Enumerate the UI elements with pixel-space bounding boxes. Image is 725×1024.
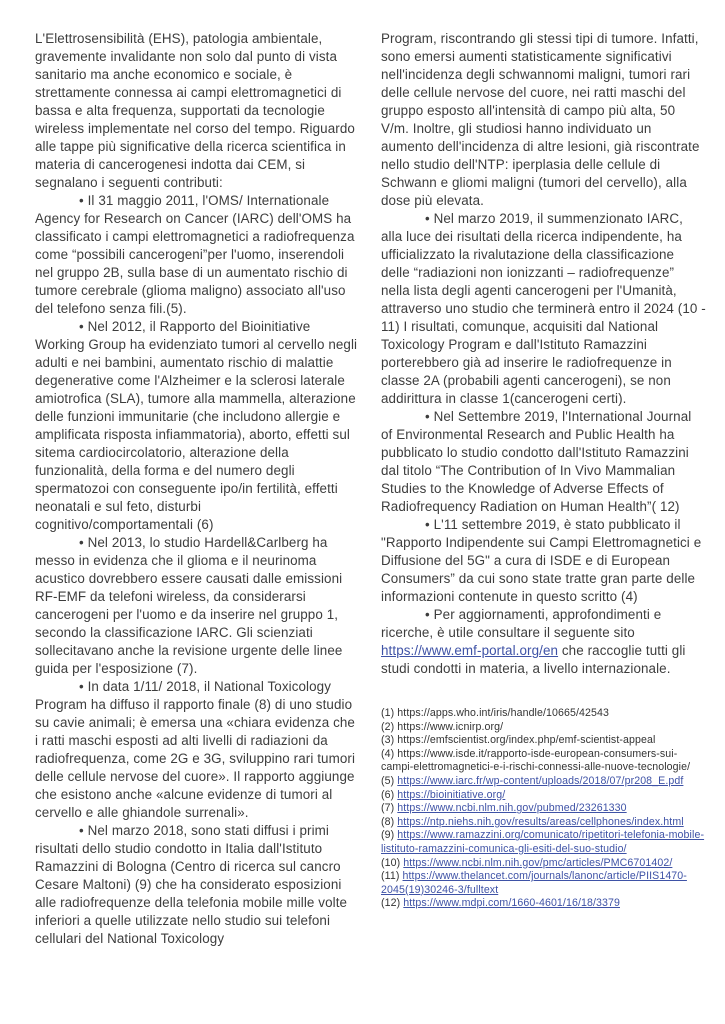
reference-link[interactable]: https://www.iarc.fr/wp-content/uploads/2018/07/pr208_E.pdf [397, 774, 684, 787]
intro-paragraph: L'Elettrosensibilità (EHS), patologia ambientale, gravemente invalidante non solo dal punto di vista sanitario ma anche economico e sociale, è strettamente connessa ai campi elettromagnetici di bassa e alta frequenza, supportati da tecnologie wireless implementate nel corso del tempo. Riguardo alle tappe più significative della ricerca scientifica in materia di cancerogenesi indotta dai CEM, si segnalano i seguenti contributi: [35, 31, 355, 190]
reference-item: (8) https://ntp.niehs.nih.gov/results/areas/cellphones/index.html [381, 815, 684, 828]
link-paragraph-before: Per aggiornamenti, approfondimenti e ricerche, è utile consultare il seguente sito [381, 607, 662, 640]
reference-item: (4) https://www.isde.it/rapporto-isde-european-consumers-sui-campi-elettromagnetici-e-i-rischi-connessi-alle-nuove-tecnologie/ [381, 747, 691, 774]
reference-link[interactable]: https://www.ncbi.nlm.nih.gov/pubmed/23261330 [397, 802, 627, 815]
reference-link[interactable]: https://www.ncbi.nlm.nih.gov/pmc/articles/PMC6701402/ [403, 856, 673, 869]
emf-portal-link[interactable]: https://www.emf-portal.org/en [381, 643, 559, 658]
bullet-paragraph-hardell-2013: • Nel 2013, lo studio Hardell&Carlberg ha messo in evidenza che il glioma e il neurinoma acustico dovrebbero essere causati dalle emissioni RF-EMF da telefoni wireless, da considerarsi cancerogeni per l'uomo e da inserire nel gruppo 1, secondo la classificazione IARC. Gli scienziati sollecitavano anche la revisione urgente delle linee guida per l'esposizione (7). [35, 534, 360, 678]
bullet-paragraph-iarc-2019: • Nel marzo 2019, il summenzionato IARC, alla luce dei risultati della ricerca indipendente, ha ufficializzato la rivalutazione della classificazione delle “radiazioni non ionizzanti – radiofrequenze” nella lista degli agenti cancerogeni per l'Umanità, attraverso uno studio che terminerà entro il 2024 (10 - 11) I risultati, comunque, acquisiti dal National Toxicology Program e dall'Istituto Ramazzini porterebbero già ad inserire le radiofrequenze in classe 2A (probabili agenti cancerogeni), se non addirittura in classe 1(cancerogeni certi). [381, 210, 706, 408]
reference-url: https://www.isde.it/rapporto-isde-european-consumers-sui-campi-elettromagnetici-e-i-rischi-connessi-alle-nuove-tecnologie/ [381, 747, 691, 774]
reference-url: https://apps.who.int/iris/handle/10665/42543 [397, 707, 610, 719]
bullet-paragraph-iarc-2011: • Il 31 maggio 2011, l'OMS/ Internationale Agency for Research on Cancer (IARC) dell'OMS ha classificato i campi elettromagnetici a radiofrequenza come “possibili cancerogeni”per l'uomo, inserendoli nel gruppo 2B, sulla base di un aumentato rischio di tumore cerebrale (glioma maligno) associato all'uso del telefono senza fili.(5). [35, 192, 360, 318]
reference-link[interactable]: https://www.thelancet.com/journals/lanonc/article/PIIS1470-2045(19)30246-3/fulltext [381, 870, 687, 896]
bullet-paragraph-bioinitiative-2012: • Nel 2012, il Rapporto del Bioinitiative Working Group ha evidenziato tumori al cervello negli adulti e nei bambini, aumentato rischio di malattie degenerative come l'Alzheimer e la sclerosi laterale amiotrofica (SLA), tumore alla mammella, alterazione delle funzioni immunitarie (che includono allergie e amplificata risposta infiammatoria), aborto, effetti sul sitema cardiocircolatorio, alterazione della funzionalità, della forma e del numero degli spermatozoi con conseguente ipo/in fertilità, effetti neonatali e sul feto, disturbi cognitivo/comportamentali (6) [35, 318, 360, 534]
bullet-paragraph-ramazzini-2018: • Nel marzo 2018, sono stati diffusi i primi risultati dello studio condotto in Italia dall'Istituto Ramazzini di Bologna (Centro di ricerca sul cancro Cesare Maltoni) (9) che ha considerato esposizioni alle radiofrequenze della telefonia mobile mille volte inferiori a quelle utilizzate nello studio sui telefoni cellulari del National Toxicology [35, 822, 360, 948]
bullet-paragraph-ijerph-2019: • Nel Settembre 2019, l'International Journal of Environmental Research and Public Health ha pubblicato lo studio condotto dall'Istituto Ramazzini dal titolo “The Contribution of In Vivo Mammalian Studies to the Knowledge of Adverse Effects of Radiofrequency Radiation on Human Health”( 12) [381, 408, 706, 516]
reference-item: (3) https://emfscientist.org/index.php/emf-scientist-appeal [381, 734, 656, 747]
references-list [381, 707, 706, 911]
reference-link[interactable]: https://www.mdpi.com/1660-4601/16/18/3379 [403, 897, 620, 910]
reference-item: (5) https://www.iarc.fr/wp-content/uploads/2018/07/pr208_E.pdf [381, 774, 684, 787]
reference-link[interactable]: https://www.ramazzini.org/comunicato/ripetitori-telefonia-mobile-listituto-ramazzini-comunica-gli-esiti-del-suo-studio/ [381, 829, 705, 855]
continuation-paragraph: Program, riscontrando gli stessi tipi di tumore. Infatti, sono emersi aumenti statisticamente significativi nell'incidenza degli schwannomi maligni, tumori rari delle cellule nervose del cuore, nei ratti maschi del gruppo esposto all'intensità di campo più alta, 50 V/m. Inoltre, gli studiosi hanno individuato un aumento dell'incidenza di altre lesioni, già riscontrate nello studio dell'NTP: iperplasia delle cellule di Schwann e gliomi maligni (tumori del cervello), alla dose più elevata. [381, 31, 700, 208]
reference-link[interactable]: https://bioinitiative.org/ [397, 788, 506, 801]
reference-item: (11) https://www.thelancet.com/journals/lanonc/article/PIIS1470-2045(19)30246-3/fulltext [381, 870, 687, 896]
reference-url: https://emfscientist.org/index.php/emf-scientist-appeal [397, 734, 656, 747]
reference-item: (9) https://www.ramazzini.org/comunicato/ripetitori-telefonia-mobile-listituto-ramazzini-comunica-gli-esiti-del-suo-studio/ [381, 829, 705, 855]
left-column [35, 30, 360, 948]
reference-item: (6) https://bioinitiative.org/ [381, 788, 506, 801]
reference-item: (2) https://www.icnirp.org/ [381, 720, 504, 733]
bullet-paragraph-ntp-2018: • In data 1/11/ 2018, il National Toxicology Program ha diffuso il rapporto finale (8) di uno studio su cavie animali; è emersa una «chiara evidenza che i ratti maschi esposti ad alti livelli di radiazioni da radiofrequenza, come 2G e 3G, sviluppino rari tumori delle cellule nervose del cuore». Il rapporto aggiunge che esistono anche «alcune evidenze di tumori al cervello e alle ghiandole surrenali». [35, 678, 360, 822]
right-column [381, 30, 706, 948]
bullet-paragraph-emf-portal [381, 606, 706, 678]
reference-url: https://www.icnirp.org/ [397, 720, 504, 733]
bullet-paragraph-rapporto-5g: • L'11 settembre 2019, è stato pubblicato il "Rapporto Indipendente sui Campi Elettromagnetici e Diffusione del 5G" a cura di ISDE e di European Consumers” da cui sono state tratte gran parte delle informazioni contenute in questo scritto (4) [381, 516, 706, 606]
two-column-layout [35, 30, 705, 948]
reference-item: (1) https://apps.who.int/iris/handle/10665/42543 [381, 707, 610, 719]
reference-item: (7) https://www.ncbi.nlm.nih.gov/pubmed/23261330 [381, 802, 627, 815]
link-paragraph-after: che raccoglie tutti gli studi condotti in materia, a livello internazionale. [381, 643, 686, 676]
reference-link[interactable]: https://ntp.niehs.nih.gov/results/areas/cellphones/index.html [397, 815, 684, 828]
reference-item: (10) https://www.ncbi.nlm.nih.gov/pmc/articles/PMC6701402/ [381, 856, 673, 869]
reference-item: (12) https://www.mdpi.com/1660-4601/16/18/3379 [381, 897, 620, 910]
